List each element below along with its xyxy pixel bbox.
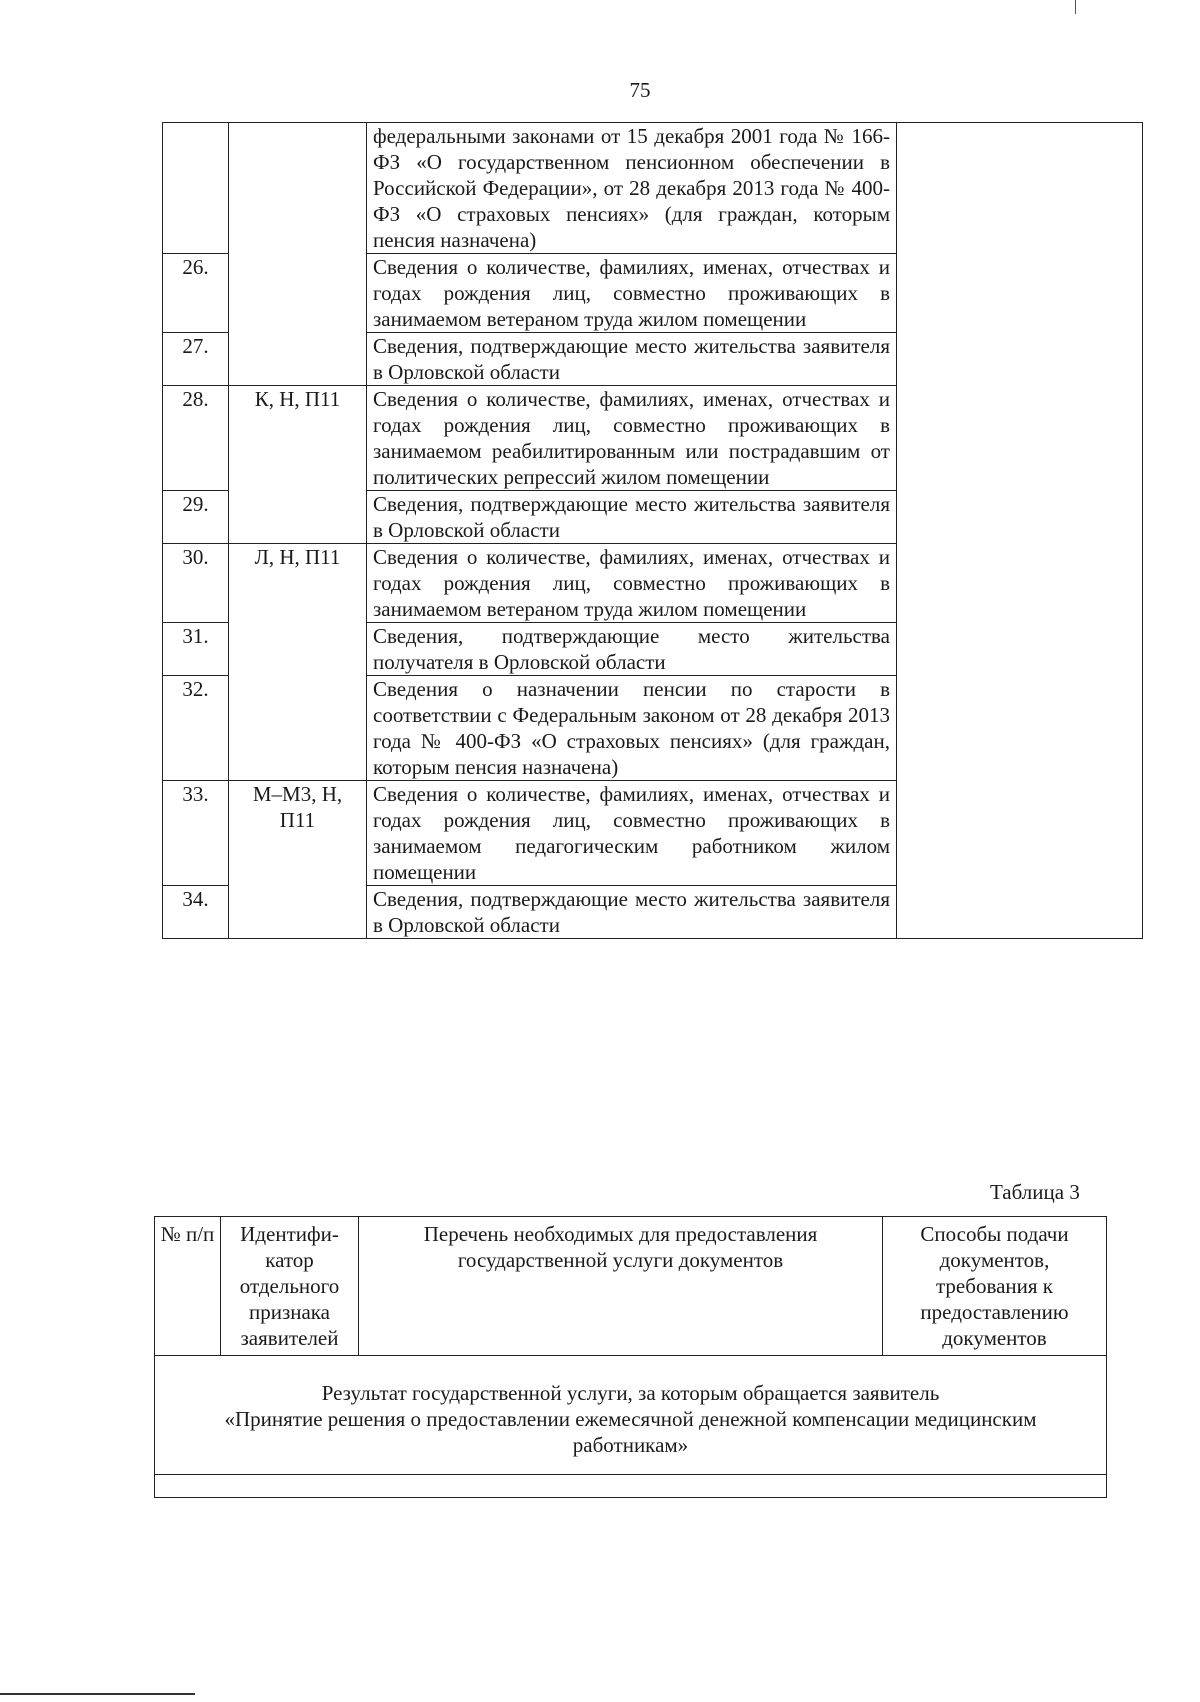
document-description: федеральными законами от 15 декабря 2001 года № 166-ФЗ «О государственном пенсионном обеспечении в Российской Федерации», от 28 декабря 2013 года № 400-ФЗ «О страховых пенсиях» (для граждан, которым пенсия назначена): [367, 123, 897, 254]
document-description: Сведения, подтверждающие место жительства заявителя в Орловской области: [367, 333, 897, 386]
document-description: Сведения о назначении пенсии по старости в соответствии с Федеральным законом от 28 декабря 2013 года № 400-ФЗ «О страховых пенсиях» (для граждан, которым пенсия назначена): [367, 676, 897, 781]
row-number: 33.: [163, 781, 229, 886]
service-result-title: «Принятие решения о предоставлении ежемесячной денежной компенсации медицинским работникам»: [224, 1407, 1037, 1457]
empty-cell: [155, 1475, 1107, 1498]
row-number: 34.: [163, 886, 229, 939]
document-description: Сведения о количестве, фамилиях, именах, отчествах и годах рождения лиц, совместно проживающих в занимаемом педагогическим работником жилом помещении: [367, 781, 897, 886]
document-description: Сведения, подтверждающие место жительства заявителя в Орловской области: [367, 886, 897, 939]
header-submission-methods: Способы подачи документов, требования к предоставлению документов: [883, 1217, 1107, 1356]
row-number: [163, 123, 229, 254]
row-number: 28.: [163, 386, 229, 491]
row-number: 29.: [163, 491, 229, 544]
row-number: 30.: [163, 544, 229, 623]
page-number: 75: [629, 78, 651, 102]
header-applicant-identifier: Идентифи-катор отдельного признака заявителей: [221, 1217, 359, 1356]
applicant-identifier: Л, Н, П11: [229, 544, 367, 781]
document-description: Сведения, подтверждающие место жительства получателя в Орловской области: [367, 623, 897, 676]
row-number: 26.: [163, 254, 229, 333]
service-result-cell: [155, 1356, 1107, 1475]
header-row-number: № п/п: [155, 1217, 221, 1356]
applicant-identifier: М–М3, Н, П11: [229, 781, 367, 939]
scan-bottom-mark: [0, 1693, 195, 1695]
table-row: [155, 1475, 1107, 1498]
service-result-heading: Результат государственной услуги, за которым обращается заявитель: [321, 1381, 940, 1405]
documents-table-continuation: [162, 122, 1143, 939]
document-description: Сведения о количестве, фамилиях, именах, отчествах и годах рождения лиц, совместно проживающих в занимаемом ветераном труда жилом помещении: [367, 254, 897, 333]
document-description: Сведения, подтверждающие место жительства заявителя в Орловской области: [367, 491, 897, 544]
row-number: 27.: [163, 333, 229, 386]
header-document-list: Перечень необходимых для предоставления государственной услуги документов: [359, 1217, 883, 1356]
documents-table-3: [154, 1216, 1107, 1498]
submission-method-cell: [897, 123, 1143, 939]
document-description: Сведения о количестве, фамилиях, именах, отчествах и годах рождения лиц, совместно проживающих в занимаемом реабилитированным или пострадавшим от политических репрессий жилом помещении: [367, 386, 897, 491]
table-3-caption: Таблица 3: [990, 1180, 1080, 1204]
applicant-identifier: [229, 123, 367, 386]
document-description: Сведения о количестве, фамилиях, именах, отчествах и годах рождения лиц, совместно проживающих в занимаемом ветераном труда жилом помещении: [367, 544, 897, 623]
scan-edge-mark: [1075, 0, 1076, 14]
row-number: 31.: [163, 623, 229, 676]
applicant-identifier: К, Н, П11: [229, 386, 367, 544]
table-header-row: [155, 1217, 1107, 1356]
row-number: 32.: [163, 676, 229, 781]
table-row: [155, 1356, 1107, 1475]
table-row: [163, 123, 1143, 254]
